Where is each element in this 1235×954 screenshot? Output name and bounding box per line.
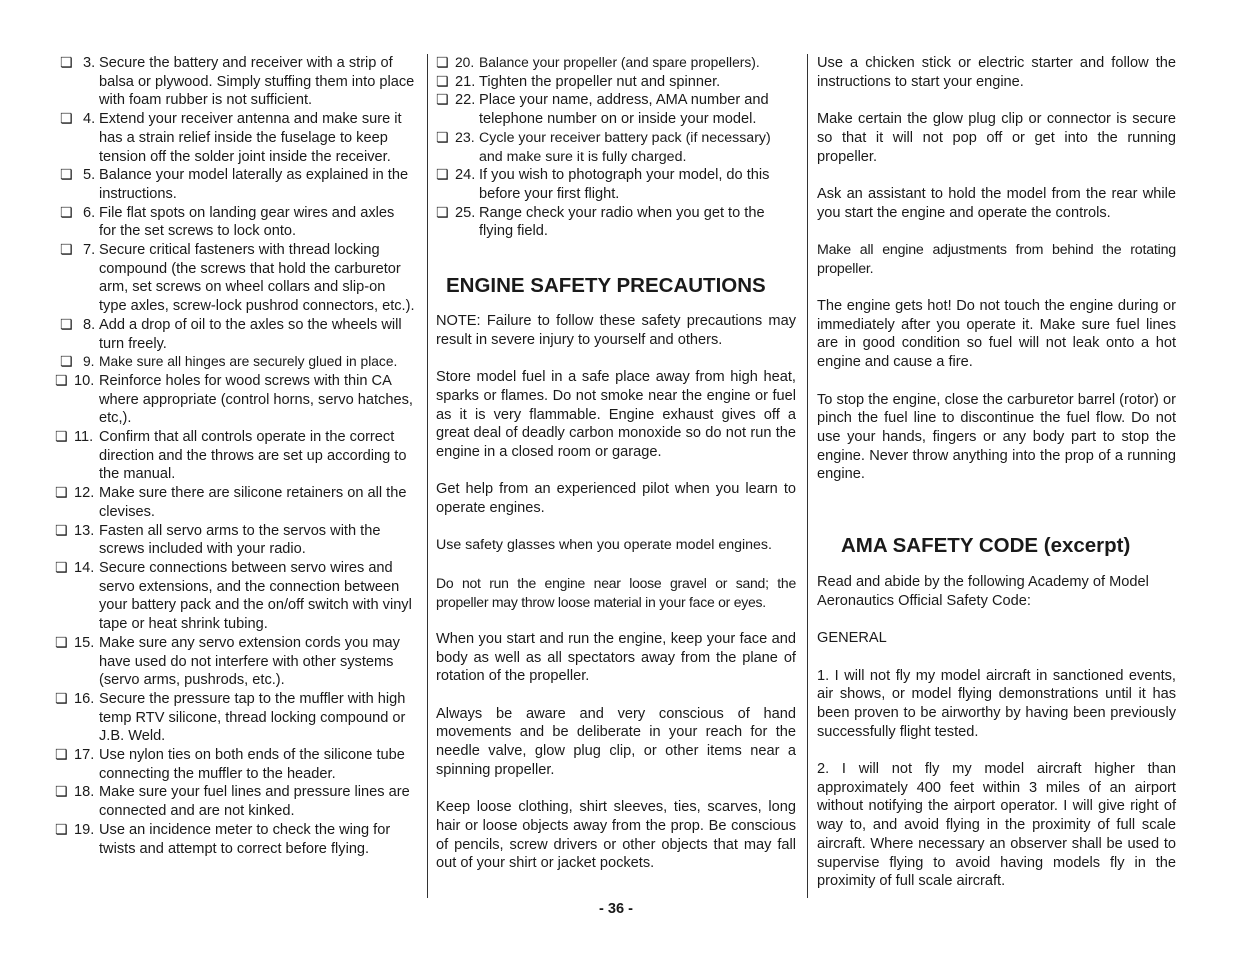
checklist-item-15[interactable]: ❏ 15. Make sure any servo extension cords you may have used do not interfere with other systems (servo arms, pushrods, etc.). xyxy=(55,634,400,689)
checklist-text: Secure the pressure tap to the muffler with high temp RTV silicone, thread locking compound or J.B. Weld. xyxy=(99,690,406,745)
checklist-item-19[interactable]: ❏ 19. Use an incidence meter to check the wing for twists and attempt to correct before flying. xyxy=(55,821,391,857)
checklist-text: Cycle your receiver battery pack (if necessary) and make sure it is fully charged. xyxy=(479,129,771,165)
checkbox-icon[interactable]: ❏ xyxy=(60,55,73,71)
checklist-item-4[interactable]: ❏ 4. Extend your receiver antenna and make sure it has a strain relief inside the fuselage to keep tension off the solder joint inside the receiver. xyxy=(60,111,402,165)
checklist-text: Use an incidence meter to check the wing for twists and attempt to correct before flying. xyxy=(99,821,391,857)
engine-safety-paragraph: Use a chicken stick or electric starter and follow the instructions to start your engine. xyxy=(817,55,1176,90)
checkbox-icon[interactable]: ❏ xyxy=(436,73,449,90)
checklist-item-12[interactable]: ❏ 12. Make sure there are silicone retainers on all the clevises. xyxy=(55,485,407,520)
checkbox-icon[interactable]: ❏ xyxy=(436,129,449,146)
checkbox-icon[interactable]: ❏ xyxy=(60,204,73,221)
checkbox-icon[interactable]: ❏ xyxy=(55,522,68,539)
column-divider-right xyxy=(807,54,808,898)
checkbox-icon[interactable]: ❏ xyxy=(60,354,73,371)
checklist-item-9[interactable]: ❏ 9. Make sure all hinges are securely glued in place. xyxy=(60,354,398,371)
checklist-text: Place your name, address, AMA number and telephone number on or inside your model. xyxy=(479,92,769,128)
checklist-item-5[interactable]: ❏ 5. Balance your model laterally as explained in the instructions. xyxy=(60,167,409,202)
engine-safety-note: NOTE: Failure to follow these safety precautions may result in severe injury to yourself and others. xyxy=(436,313,796,348)
checklist-text: Balance your model laterally as explained in the instructions. xyxy=(99,167,409,202)
checklist-text: Confirm that all controls operate in the correct direction and the throws are set up according to the manual. xyxy=(99,429,407,483)
ama-rule: 1. I will not fly my model aircraft in sanctioned events, air shows, or model flying demonstrations until it has been proven to be airworthy by having been previously successfully flight tested. xyxy=(817,667,1176,740)
checklist-item-25[interactable]: ❏ 25. Range check your radio when you get to the flying field. xyxy=(436,204,765,240)
engine-safety-paragraph: Keep loose clothing, shirt sleeves, ties, scarves, long hair or loose objects away from the prop. Be conscious of pencils, screw drivers or other objects that may fall out of your shirt or jacket pockets. xyxy=(436,799,796,872)
checkbox-icon[interactable]: ❏ xyxy=(55,372,68,389)
checklist-text: Reinforce holes for wood screws with thin CA where appropriate (control horns, servo hatches, etc,). xyxy=(99,372,413,427)
checkbox-icon[interactable]: ❏ xyxy=(55,485,68,502)
column-middle xyxy=(436,54,796,873)
page-number: - 36 - xyxy=(598,901,634,917)
checklist-item-7[interactable]: ❏ 7. Secure critical fasteners with thread locking compound (the screws that hold the carburetor arm, set screws on wheel collars and slip-on type axles, screw-lock pushrod connectors, etc.). xyxy=(60,242,415,315)
checklist-text: Fasten all servo arms to the servos with the screws included with your radio. xyxy=(99,522,381,558)
checklist-item-23[interactable]: ❏ 23. Cycle your receiver battery pack (if necessary) and make sure it is fully charged. xyxy=(436,129,771,165)
engine-safety-paragraph: To stop the engine, close the carburetor barrel (rotor) or pinch the fuel line to discontinue the fuel flow. Do not use your hands, fingers or any body part to stop the engine. Never throw anything into the prop of a running engine. xyxy=(817,391,1176,483)
checklist-item-24[interactable]: ❏ 24. If you wish to photograph your model, do this before your first flight. xyxy=(436,167,770,202)
checklist-text: Make sure all hinges are securely glued in place. xyxy=(99,354,398,370)
checkbox-icon[interactable]: ❏ xyxy=(55,634,68,651)
ama-general-subheading: GENERAL xyxy=(817,630,887,647)
checklist-text: Secure critical fasteners with thread locking compound (the screws that hold the carburetor arm, set screws on wheel collars and slip-on type axles, screw-lock pushrod connectors, etc.). xyxy=(99,242,415,315)
checklist-item-18[interactable]: ❏ 18. Make sure your fuel lines and pressure lines are connected and are not kinked. xyxy=(55,784,410,820)
checklist-text: Extend your receiver antenna and make sure it has a strain relief inside the fuselage to keep tension off the solder joint inside the receiver. xyxy=(99,111,402,165)
checklist-item-17[interactable]: ❏ 17. Use nylon ties on both ends of the silicone tube connecting the muffler to the header. xyxy=(55,747,405,782)
checkbox-icon[interactable]: ❏ xyxy=(60,316,73,333)
engine-safety-paragraph: Store model fuel in a safe place away from high heat, sparks or flames. Do not smoke near the engine or fuel as it is very flammable. Engine exhaust gives off a great deal of deadly carbon monoxide so do not run the engine in a closed room or garage. xyxy=(436,369,796,460)
checklist-text: Add a drop of oil to the axles so the wheels will turn freely. xyxy=(99,316,402,352)
engine-safety-paragraph: Use safety glasses when you operate model engines. xyxy=(436,537,772,554)
checklist-item-10[interactable]: ❏ 10. Reinforce holes for wood screws with thin CA where appropriate (control horns, servo hatches, etc,). xyxy=(55,372,413,427)
checklist-item-11[interactable]: ❏ 11. Confirm that all controls operate in the correct direction and the throws are set up according to the manual. xyxy=(55,429,407,483)
ama-rule: 2. I will not fly my model aircraft higher than approximately 400 feet within 3 miles of an airport without notifying the airport operator. I will give right of way to, and avoid flying in the proximity of full scale aircraft. Where necessary an observer shall be used to supervise flying to avoid having models fly in the proximity of full scale aircraft. xyxy=(817,761,1176,890)
checklist-text: Make sure any servo extension cords you may have used do not interfere with other systems (servo arms, pushrods, etc.). xyxy=(99,634,400,689)
checklist-text: Secure the battery and receiver with a strip of balsa or plywood. Simply stuffing them into place with foam rubber is not sufficient. xyxy=(99,55,415,109)
checklist-item-22[interactable]: ❏ 22. Place your name, address, AMA number and telephone number on or inside your model. xyxy=(436,92,769,128)
checklist-text: Use nylon ties on both ends of the silicone tube connecting the muffler to the header. xyxy=(99,747,405,782)
checkbox-icon[interactable]: ❏ xyxy=(436,92,449,109)
checkbox-icon[interactable]: ❏ xyxy=(60,167,73,184)
column-right xyxy=(817,54,1176,891)
checkbox-icon[interactable]: ❏ xyxy=(60,111,73,128)
ama-safety-heading: AMA SAFETY CODE (excerpt) xyxy=(841,534,1131,558)
checklist-text: Make sure there are silicone retainers on all the clevises. xyxy=(99,485,407,520)
checklist-item-6[interactable]: ❏ 6. File flat spots on landing gear wires and axles for the set screws to lock onto. xyxy=(60,204,395,240)
checklist-item-8[interactable]: ❏ 8. Add a drop of oil to the axles so the wheels will turn freely. xyxy=(60,316,402,352)
checklist-text: Make sure your fuel lines and pressure lines are connected and are not kinked. xyxy=(99,784,410,820)
engine-safety-paragraph: Make all engine adjustments from behind the rotating propeller. xyxy=(817,241,1176,277)
column-left xyxy=(55,54,415,858)
engine-safety-heading: ENGINE SAFETY PRECAUTIONS xyxy=(446,274,766,298)
checklist-text: Balance your propeller (and spare propellers). xyxy=(479,55,760,70)
checkbox-icon[interactable]: ❏ xyxy=(60,242,73,259)
checklist-item-3[interactable]: ❏ 3. Secure the battery and receiver with a strip of balsa or plywood. Simply stuffing them into place with foam rubber is not sufficient. xyxy=(60,55,415,109)
checkbox-icon[interactable]: ❏ xyxy=(436,55,449,71)
checklist-item-14[interactable]: ❏ 14. Secure connections between servo wires and servo extensions, and the connection between your battery pack and the on/off switch with vinyl tape or heat shrink tubing. xyxy=(55,559,412,633)
checklist-text: Range check your radio when you get to the flying field. xyxy=(479,204,765,240)
checkbox-icon[interactable]: ❏ xyxy=(55,821,68,838)
engine-safety-paragraph: The engine gets hot! Do not touch the engine during or immediately after you operate it. Make sure fuel lines are in good condition so fuel will not leak onto a hot engine and cause a fire. xyxy=(817,298,1176,371)
checkbox-icon[interactable]: ❏ xyxy=(436,167,449,184)
checkbox-icon[interactable]: ❏ xyxy=(55,690,68,707)
checkbox-icon[interactable]: ❏ xyxy=(55,559,68,576)
engine-safety-paragraph: Make certain the glow plug clip or connector is secure so that it will not pop off or get into the running propeller. xyxy=(817,111,1176,165)
engine-safety-paragraph: Ask an assistant to hold the model from the rear while you start the engine and operate the controls. xyxy=(817,185,1176,221)
engine-safety-paragraph: Always be aware and very conscious of hand movements and be deliberate in your reach for the needle valve, glow plug clip, or other items near a spinning propeller. xyxy=(436,705,796,778)
checklist-item-21[interactable]: ❏ 21. Tighten the propeller nut and spinner. xyxy=(436,73,721,90)
ama-intro: Read and abide by the following Academy of Model Aeronautics Official Safety Code: xyxy=(817,574,1149,609)
checklist-text: Secure connections between servo wires and servo extensions, and the connection between your battery pack and the on/off switch with vinyl tape or heat shrink tubing. xyxy=(99,559,412,633)
checklist-item-13[interactable]: ❏ 13. Fasten all servo arms to the servos with the screws included with your radio. xyxy=(55,522,381,558)
checkbox-icon[interactable]: ❏ xyxy=(55,747,68,764)
checklist-text: File flat spots on landing gear wires and axles for the set screws to lock onto. xyxy=(99,204,395,240)
checkbox-icon[interactable]: ❏ xyxy=(55,429,68,446)
checkbox-icon[interactable]: ❏ xyxy=(55,784,68,801)
checklist-text: Tighten the propeller nut and spinner. xyxy=(479,73,721,90)
engine-safety-paragraph: Get help from an experienced pilot when you learn to operate engines. xyxy=(436,481,796,517)
checklist-item-20[interactable]: ❏ 20. Balance your propeller (and spare propellers). xyxy=(436,55,760,71)
column-divider-left xyxy=(427,54,428,898)
engine-safety-paragraph: When you start and run the engine, keep your face and body as well as all spectators away from the plane of rotation of the propeller. xyxy=(436,630,796,685)
checkbox-icon[interactable]: ❏ xyxy=(436,204,449,221)
checklist-item-16[interactable]: ❏ 16. Secure the pressure tap to the muffler with high temp RTV silicone, thread locking compound or J.B. Weld. xyxy=(55,690,406,745)
checklist-text: If you wish to photograph your model, do this before your first flight. xyxy=(479,167,770,202)
engine-safety-paragraph: Do not run the engine near loose gravel or sand; the propeller may throw loose material in your face or eyes. xyxy=(436,574,796,610)
